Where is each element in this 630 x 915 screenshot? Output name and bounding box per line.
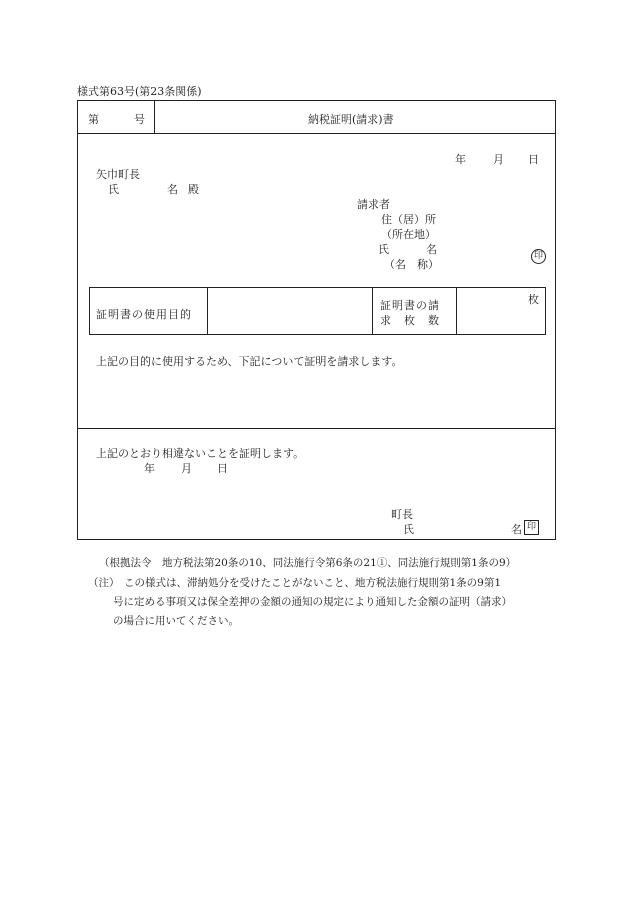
count-unit: 枚 <box>528 293 539 306</box>
addressee-title: 矢巾町長 <box>96 168 140 181</box>
mayor-label: 町長 <box>391 508 413 521</box>
certification-date-year: 年 <box>144 462 155 475</box>
number-suffix: 号 <box>134 113 145 126</box>
location-label: （所在地） <box>381 228 436 241</box>
certification-divider <box>78 428 555 429</box>
addressee-dono: 殿 <box>188 183 199 196</box>
count-label-line1: 証明書の請 <box>380 299 440 312</box>
legal-basis-note: （根拠法令 地方税法第20条の10、同法施行令第6条の21①、同法施行規則第1条の9） <box>99 557 517 569</box>
count-label-line2: 求 枚 数 <box>380 314 440 327</box>
mayor-name-mei: 名 <box>511 523 522 536</box>
addressee-name-shi: 氏 <box>108 183 119 196</box>
note-line-2: 号に定める事項又は保全差押の金額の通知の規定により通知した金額の証明（請求） <box>113 596 512 608</box>
form-number-label: 様式第63号(第23条関係) <box>77 85 202 98</box>
note-prefix: （注） <box>88 577 120 589</box>
request-date-month: 月 <box>493 153 504 166</box>
purpose-table-divider-2 <box>372 288 373 334</box>
mayor-name-shi: 氏 <box>403 523 414 536</box>
certification-date-day: 日 <box>217 462 228 475</box>
corporate-name-label: （名 称） <box>384 258 439 271</box>
request-statement: 上記の目的に使用するため、下記について証明を請求します。 <box>96 355 403 368</box>
certification-date-month: 月 <box>181 462 192 475</box>
note-line-1: この様式は、滞納処分を受けたことがないこと、地方税法施行規則第1条の9第1 <box>124 577 502 589</box>
requester-label: 請求者 <box>357 198 390 211</box>
request-date-day: 日 <box>528 153 539 166</box>
certification-statement: 上記のとおり相違ないことを証明します。 <box>96 447 305 460</box>
form-title: 納税証明(請求)書 <box>308 113 394 126</box>
purpose-value-cell[interactable] <box>208 288 372 334</box>
header-divider <box>78 133 555 134</box>
addressee-name-mei: 名 <box>167 183 178 196</box>
purpose-label: 証明書の使用目的 <box>96 308 192 321</box>
address-label: 住（居）所 <box>381 213 436 226</box>
request-date-year: 年 <box>455 153 466 166</box>
certificate-form <box>77 100 556 540</box>
header-vertical-divider <box>154 101 155 133</box>
purpose-table <box>89 287 546 335</box>
name-mei-label: 名 <box>426 243 437 256</box>
seal-circle-icon: 印 <box>531 249 546 264</box>
number-prefix: 第 <box>88 113 99 126</box>
name-shi-label: 氏 <box>378 243 389 256</box>
seal-box-icon: 印 <box>524 520 539 535</box>
note-line-3: の場合に用いてください。 <box>113 615 239 627</box>
